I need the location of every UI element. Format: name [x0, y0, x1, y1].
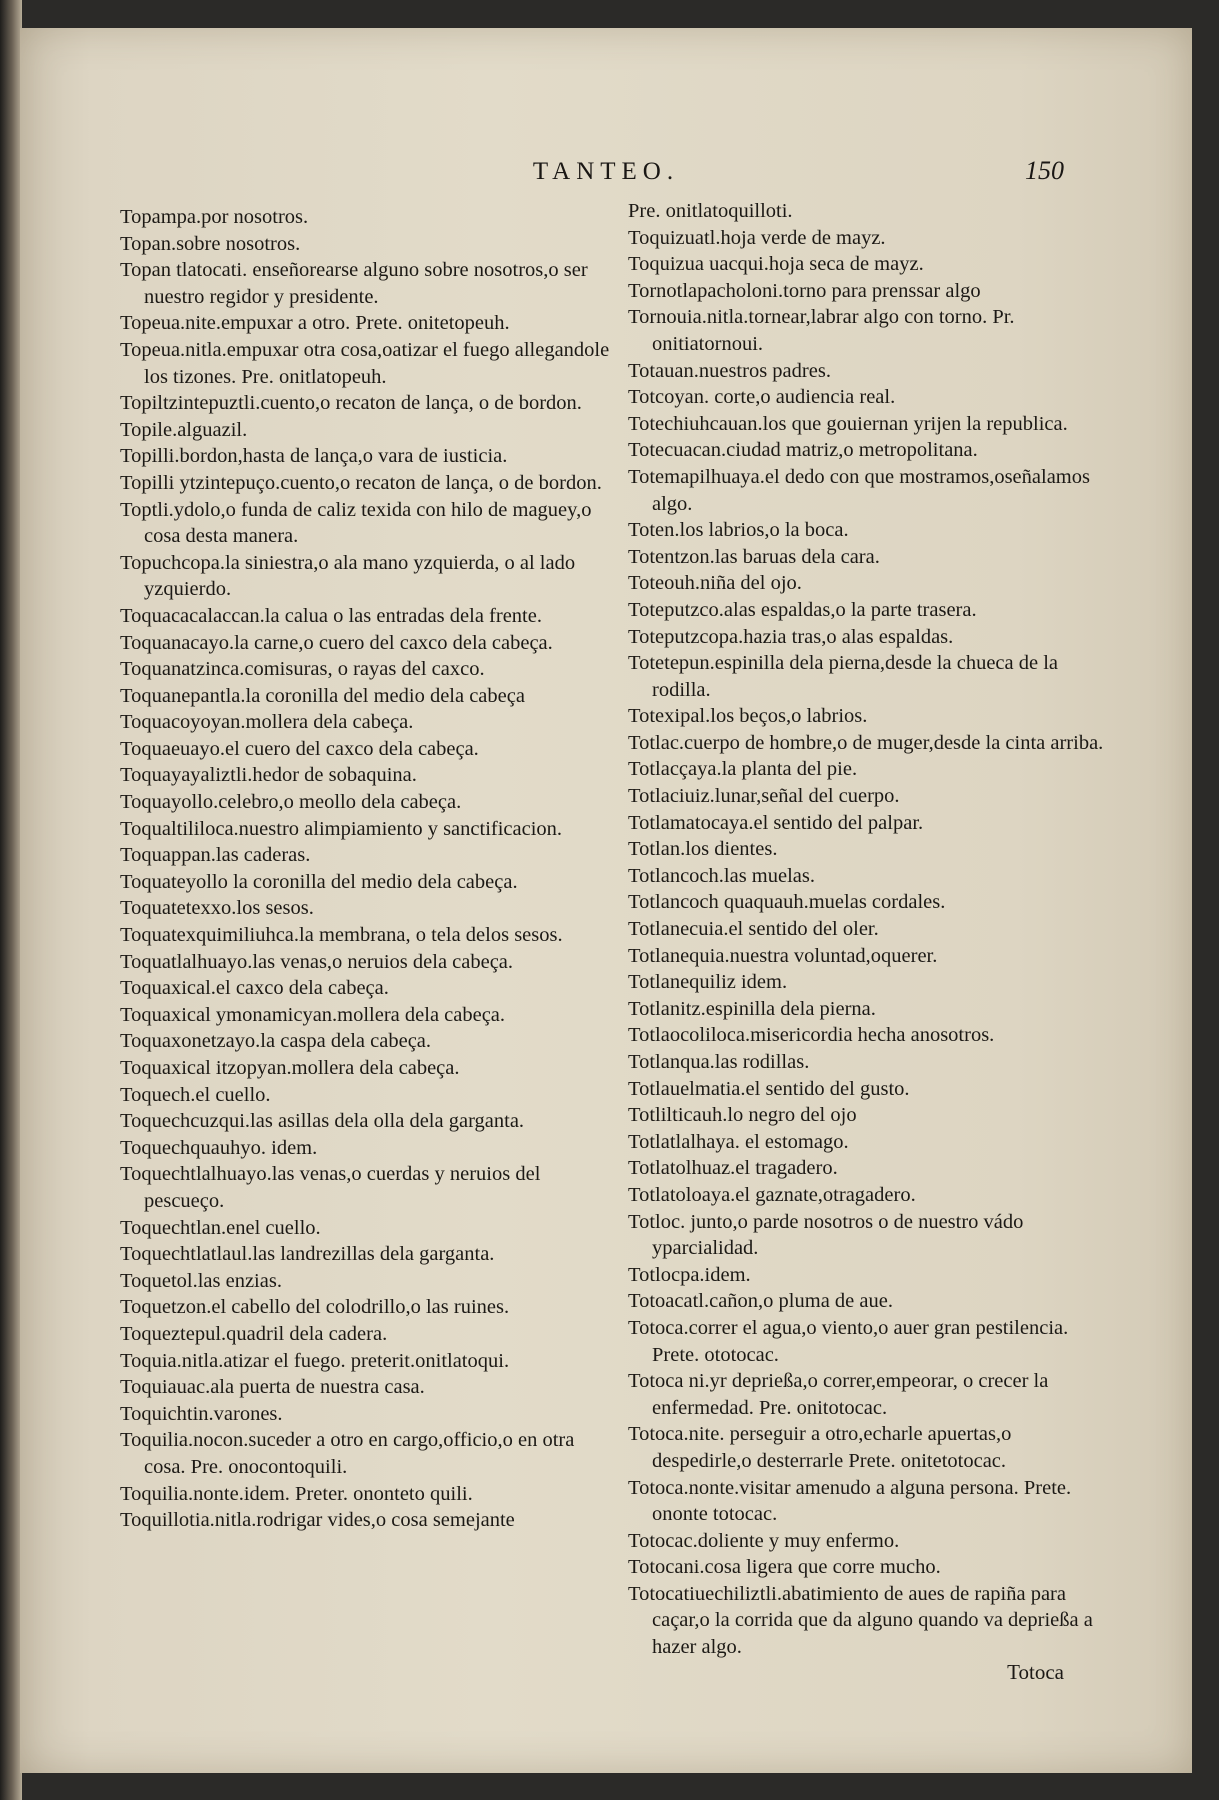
dictionary-entry: Totlatlalhaya. el estomago.: [628, 1130, 849, 1153]
dictionary-entry: Totloc. junto,o parde nosotros o de nuestro vádo yparcialidad.: [628, 1210, 1024, 1260]
dictionary-entry: Topile.alguazil.: [120, 418, 248, 441]
dictionary-entry: Totocani.cosa ligera que corre mucho.: [628, 1556, 941, 1579]
dictionary-entry: Toquechtlatlaul.las landrezillas dela garganta.: [120, 1243, 495, 1266]
catchword: Totoca: [1007, 1660, 1064, 1684]
dictionary-entry: Toquayayaliztli.hedor de sobaquina.: [120, 764, 417, 787]
dictionary-entry: Totlanecuia.el sentido del oler.: [628, 918, 879, 941]
dictionary-entry: Totocac.doliente y muy enfermo.: [628, 1529, 900, 1552]
dictionary-entry: Totlancoch quaquauh.muelas cordales.: [628, 891, 946, 914]
dictionary-entry: Toquaeuayo.el cuero del caxco dela cabeça.: [120, 737, 479, 760]
dictionary-entry: Totexipal.los beços,o labrios.: [628, 705, 868, 728]
dictionary-entry: Toteouh.niña del ojo.: [628, 572, 802, 595]
dictionary-entry: Toquetzon.el cabello del colodrillo,o las ruines.: [120, 1296, 510, 1319]
dictionary-entry: Toquacacalaccan.la calua o las entradas dela frente.: [120, 604, 542, 627]
dictionary-entry: Topan tlatocati. enseñorearse alguno sobre nosotros,o ser nuestro regidor y presidente.: [120, 259, 588, 308]
dictionary-entry: Totoca.nonte.visitar amenudo a alguna persona. Prete. ononte totocac.: [628, 1476, 1072, 1526]
dictionary-entry: Totlatoloaya.el gaznate,otragadero.: [628, 1183, 916, 1206]
dictionary-entry: Topan.sobre nosotros.: [120, 232, 301, 255]
dictionary-entry: Topilli.bordon,hasta de lança,o vara de iusticia.: [120, 445, 508, 468]
dictionary-entry: Toquateyollo la coronilla del medio dela cabeça.: [120, 870, 518, 893]
dictionary-entry: Pre. onitlatoquilloti.: [628, 200, 793, 222]
dictionary-entry: Toquaxical itzopyan.mollera dela cabeça.: [120, 1057, 460, 1079]
dictionary-entry: Tornouia.nitla.tornear,labrar algo con torno. Pr. onitiatornoui.: [628, 306, 1015, 355]
page-sheet: [20, 28, 1192, 1773]
dictionary-entry: Topiltzintepuztli.cuento,o recaton de lança, o de bordon.: [120, 392, 582, 415]
dictionary-entry: Toquia.nitla.atizar el fuego. preterit.onitlatoqui.: [120, 1349, 510, 1372]
dictionary-entry: Toquechtlan.enel cuello.: [120, 1216, 321, 1239]
dictionary-entry: Toqueztepul.quadril dela cadera.: [120, 1322, 388, 1345]
dictionary-entry: Toquechtlalhuayo.las venas,o cuerdas y neruios del pescueço.: [120, 1163, 541, 1212]
dictionary-entry: Toquechquauhyo. idem.: [120, 1136, 318, 1159]
dictionary-entry: Totlan.los dientes.: [628, 838, 778, 861]
dictionary-entry: Totoca ni.yr deprießa,o correr,empeorar, o crecer la enfermedad. Pre. onitotocac.: [628, 1370, 1049, 1419]
dictionary-entry: Totlaocoliloca.misericordia hecha anosotros.: [628, 1024, 995, 1047]
dictionary-entry: Totlanqua.las rodillas.: [628, 1051, 810, 1073]
dictionary-entry: Toquatetexxo.los sesos.: [120, 897, 314, 920]
dictionary-entry: Toquaxonetzayo.la caspa dela cabeça.: [120, 1030, 432, 1053]
dictionary-entry: Toquetol.las enzias.: [120, 1269, 282, 1292]
dictionary-entry: Totlac.cuerpo de hombre,o de muger,desde la cinta arriba.: [628, 731, 1104, 754]
dictionary-entry: Totlamatocaya.el sentido del palpar.: [628, 811, 924, 834]
dictionary-entry: Toqualtililoca.nuestro alimpiamiento y sanctificacion.: [120, 817, 563, 840]
dictionary-entry: Toquappan.las caderas.: [120, 844, 311, 867]
dictionary-entry: Totlocpa.idem.: [628, 1263, 751, 1286]
dictionary-entry: Totoacatl.cañon,o pluma de aue.: [628, 1290, 893, 1313]
right-column: [628, 198, 1108, 1661]
dictionary-entry: Toquech.el cuello.: [120, 1083, 271, 1106]
dictionary-entry: Toquizuatl.hoja verde de mayz.: [628, 226, 886, 249]
left-column: [120, 204, 620, 1534]
dictionary-entry: Topuchcopa.la siniestra,o ala mano yzquierda, o al lado yzquierdo.: [120, 551, 576, 601]
dictionary-entry: Toquilia.nonte.idem. Preter. ononteto quili.: [120, 1482, 473, 1505]
dictionary-entry: Toquacoyoyan.mollera dela cabeça.: [120, 711, 414, 734]
dictionary-entry: Toquanatzinca.comisuras, o rayas del caxco.: [120, 658, 485, 681]
dictionary-entry: Totechiuhcauan.los que gouiernan yrijen la republica.: [628, 412, 1068, 435]
dictionary-entry: Topeua.nitla.empuxar otra cosa,oatizar el fuego allegandole los tizones. Pre. onitlatopeuh.: [120, 338, 610, 388]
dictionary-entry: Totoca.nite. perseguir a otro,echarle apuertas,o despedirle,o desterrarle Prete. onitetotocac.: [628, 1423, 1012, 1472]
dictionary-entry: Totemapilhuaya.el dedo con que mostramos,oseñalamos algo.: [628, 465, 1090, 515]
dictionary-entry: Toquillotia.nitla.rodrigar vides,o cosa semejante: [120, 1509, 515, 1532]
dictionary-entry: Toquilia.nocon.suceder a otro en cargo,officio,o en otra cosa. Pre. onocontoquili.: [120, 1429, 575, 1478]
dictionary-entry: Tornotlapacholoni.torno para prenssar algo: [628, 279, 981, 302]
dictionary-entry: Topampa.por nosotros.: [120, 206, 309, 228]
dictionary-entry: Toquaxical ymonamicyan.mollera dela cabeça.: [120, 1003, 506, 1026]
dictionary-entry: Toquayollo.celebro,o meollo dela cabeça.: [120, 791, 462, 814]
dictionary-entry: Toteputzcopa.hazia tras,o alas espaldas.: [628, 625, 954, 648]
dictionary-entry: Toteputzco.alas espaldas,o la parte trasera.: [628, 598, 977, 621]
dictionary-entry: Totocatiuechiliztli.abatimiento de aues de rapiña para caçar,o la corrida que da alguno quando va deprießa a hazer algo.: [628, 1582, 1093, 1659]
dictionary-entry: Toquichtin.varones.: [120, 1402, 283, 1425]
dictionary-entry: Toten.los labrios,o la boca.: [628, 519, 849, 542]
dictionary-entry: Topilli ytzintepuço.cuento,o recaton de lança, o de bordon.: [120, 471, 602, 494]
dictionary-entry: Totlancoch.las muelas.: [628, 864, 815, 887]
dictionary-entry: Totoca.correr el agua,o viento,o auer gran pestilencia. Prete. ototocac.: [628, 1316, 1069, 1366]
dictionary-entry: Toquizua uacqui.hoja seca de mayz.: [628, 253, 924, 276]
dictionary-entry: Topeua.nite.empuxar a otro. Prete. onitetopeuh.: [120, 312, 510, 335]
dictionary-entry: Totlanitz.espinilla dela pierna.: [628, 997, 876, 1020]
dictionary-entry: Toptli.ydolo,o funda de caliz texida con hilo de maguey,o cosa desta manera.: [120, 498, 592, 548]
dictionary-entry: Totlanequia.nuestra voluntad,oquerer.: [628, 944, 938, 967]
dictionary-entry: Toquaxical.el caxco dela cabeça.: [120, 977, 389, 1000]
dictionary-entry: Toquanepantla.la coronilla del medio dela cabeça: [120, 684, 525, 707]
dictionary-entry: Totecuacan.ciudad matriz,o metropolitana.: [628, 439, 978, 462]
dictionary-entry: Totentzon.las baruas dela cara.: [628, 545, 880, 568]
dictionary-entry: Toquiauac.ala puerta de nuestra casa.: [120, 1376, 425, 1399]
dictionary-entry: Toquatlalhuayo.las venas,o neruios dela cabeça.: [120, 950, 514, 973]
dictionary-entry: Toquatexquimiliuhca.la membrana, o tela delos sesos.: [120, 924, 563, 947]
folio-number: 150: [1025, 156, 1064, 185]
dictionary-entry: Totlatolhuaz.el tragadero.: [628, 1157, 838, 1180]
dictionary-entry: Toquechcuzqui.las asillas dela olla dela garganta.: [120, 1110, 525, 1133]
dictionary-entry: Totetepun.espinilla dela pierna,desde la chueca de la rodilla.: [628, 652, 1059, 701]
dictionary-entry: Totlanequiliz idem.: [628, 971, 788, 994]
dictionary-entry: Totlauelmatia.el sentido del gusto.: [628, 1077, 910, 1100]
dictionary-entry: Toquanacayo.la carne,o cuero del caxco dela cabeça.: [120, 631, 553, 654]
dictionary-entry: Totlacçaya.la planta del pie.: [628, 758, 858, 781]
running-head: TANTEO.: [532, 158, 680, 185]
dictionary-entry: Totauan.nuestros padres.: [628, 359, 831, 382]
dictionary-entry: Totcoyan. corte,o audiencia real.: [628, 386, 896, 409]
dictionary-entry: Totlaciuiz.lunar,señal del cuerpo.: [628, 785, 900, 808]
book-spine: [0, 0, 22, 1800]
dictionary-entry: Totlilticauh.lo negro del ojo: [628, 1104, 857, 1127]
